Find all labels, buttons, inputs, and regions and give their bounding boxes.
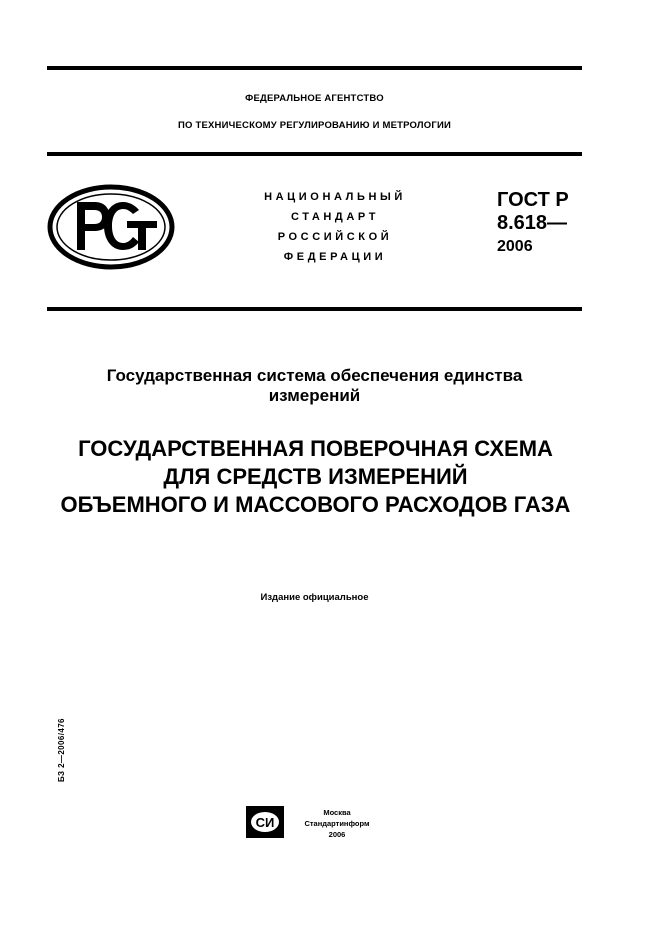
standartinform-logo-icon: [246, 806, 284, 838]
title-line3: ОБЪЕМНОГО И МАССОВОГО РАСХОДОВ ГАЗА: [60, 492, 571, 517]
agency-name-line2: ПО ТЕХНИЧЕСКОМУ РЕГУЛИРОВАНИЮ И МЕТРОЛОГИИ: [178, 120, 451, 131]
publisher-year: 2006: [328, 830, 346, 839]
subtitle-line1: Государственная система обеспечения единства: [106, 366, 523, 385]
national-standard-line1: НАЦИОНАЛЬНЫЙ: [264, 191, 406, 203]
publisher-name: Стандартинформ: [304, 819, 370, 828]
gost-r-logo-icon: [47, 184, 175, 270]
designation-line1: ГОСТ Р: [497, 189, 569, 211]
national-standard-line4: ФЕДЕРАЦИИ: [283, 251, 387, 263]
title-line2: ДЛЯ СРЕДСТВ ИЗМЕРЕНИЙ: [163, 464, 468, 489]
designation-line2: 8.618—: [497, 212, 568, 234]
title-line1: ГОСУДАРСТВЕННАЯ ПОВЕРОЧНАЯ СХЕМА: [78, 436, 553, 461]
document-subtitle: [47, 366, 582, 406]
bz-code: БЗ 2—2006/476: [57, 718, 66, 782]
national-standard-line2: СТАНДАРТ: [290, 211, 380, 223]
national-standard-line3: РОССИЙСКОЙ: [277, 231, 393, 243]
standard-divider: [47, 307, 582, 311]
standard-designation: [497, 189, 569, 235]
document-title: [30, 435, 601, 519]
subtitle-line2: измерений: [268, 386, 361, 405]
header-divider: [47, 152, 582, 156]
standard-year: 2006: [497, 238, 533, 255]
publisher-logo-text: СИ: [255, 815, 275, 830]
official-edition-label: Издание официальное: [260, 592, 369, 603]
publisher-city: Москва: [323, 808, 351, 817]
top-rule: [47, 66, 582, 70]
agency-name-line1: ФЕДЕРАЛЬНОЕ АГЕНТСТВО: [245, 93, 384, 104]
